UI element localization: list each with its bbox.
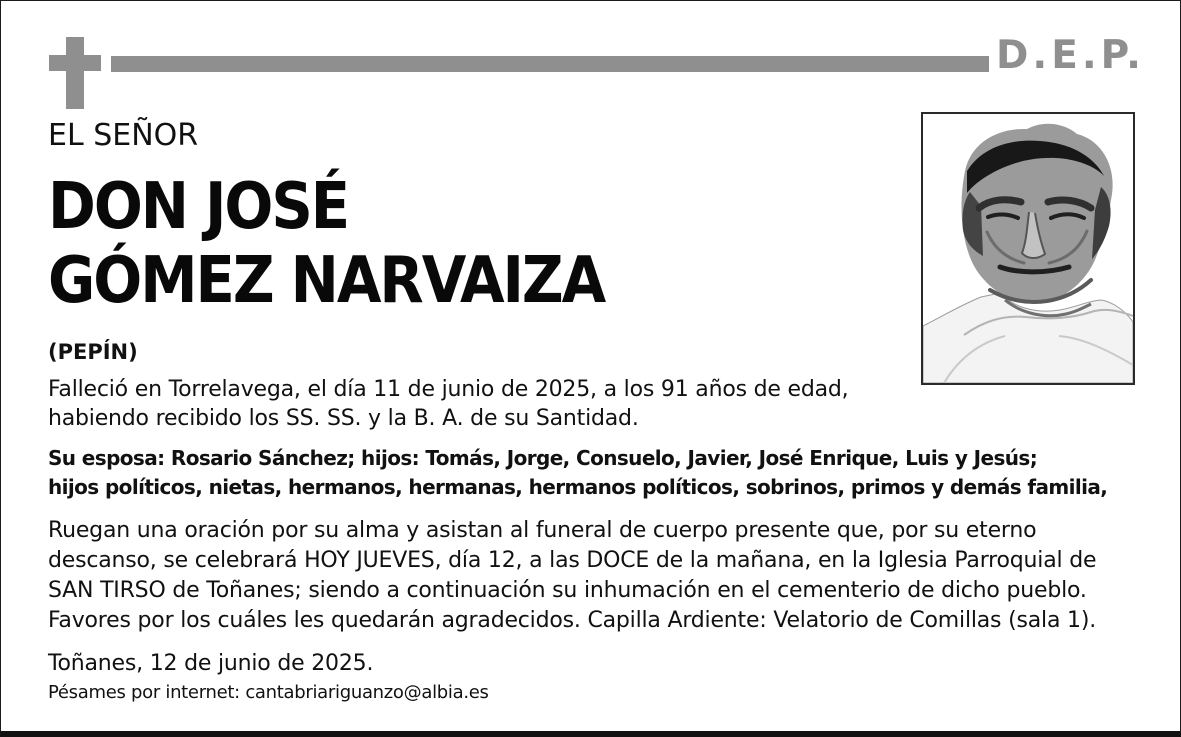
death-statement — [48, 375, 1133, 433]
deceased-name-line-1: DON JOSÉ — [48, 170, 349, 244]
cross-horizontal-bar — [49, 55, 101, 71]
funeral-request-line-1: Ruegan una oración por su alma y asistan al funeral de cuerpo presente que, por su eterno — [48, 518, 1037, 543]
funeral-request-line-2: descanso, se celebrará HOY JUEVES, día 12, a las DOCE de la mañana, en la Iglesia Parroquial de — [48, 548, 1097, 573]
funeral-request-line-4: Favores por los cuáles les quedarán agradecidos. Capilla Ardiente: Velatorio de Comillas (sala 1). — [48, 608, 1096, 633]
header-rule — [111, 56, 989, 72]
condolences-email: cantabriariguanzo@albia.es — [245, 682, 489, 703]
cross-vertical-bar — [66, 37, 84, 109]
family-list-line-2: hijos políticos, nietas, hermanos, hermanas, hermanos políticos, sobrinos, primos y demás familia, — [48, 475, 1108, 499]
portrait-photo-icon — [923, 114, 1133, 383]
death-statement-line-1: Falleció en Torrelavega, el día 11 de junio de 2025, a los 91 años de edad, — [48, 377, 849, 402]
funeral-request — [48, 516, 1133, 636]
online-condolences — [48, 680, 1133, 706]
place-and-date: Toñanes, 12 de junio de 2025. — [48, 651, 374, 676]
death-statement-line-2: habiendo recibido los SS. SS. y la B. A. de su Santidad. — [48, 406, 639, 431]
funeral-request-line-3: SAN TIRSO de Toñanes; siendo a continuación su inhumación en el cementerio de dicho pueblo. — [48, 578, 1087, 603]
cross-icon — [49, 37, 101, 109]
deceased-nickname: (PEPÍN) — [48, 340, 138, 364]
deceased-title — [48, 115, 898, 316]
deceased-name-line-2: GÓMEZ NARVAIZA — [48, 244, 605, 318]
family-list-line-1: Su esposa: Rosario Sánchez; hijos: Tomás, Jorge, Consuelo, Javier, José Enrique, Luis y Jesús; — [48, 446, 1038, 470]
condolences-label: Pésames por internet: — [48, 682, 240, 703]
honorific: EL SEÑOR — [48, 118, 199, 153]
deceased-photo — [921, 112, 1135, 385]
dep-initials: D.E.P. — [996, 33, 1145, 78]
family-list — [48, 444, 1133, 502]
